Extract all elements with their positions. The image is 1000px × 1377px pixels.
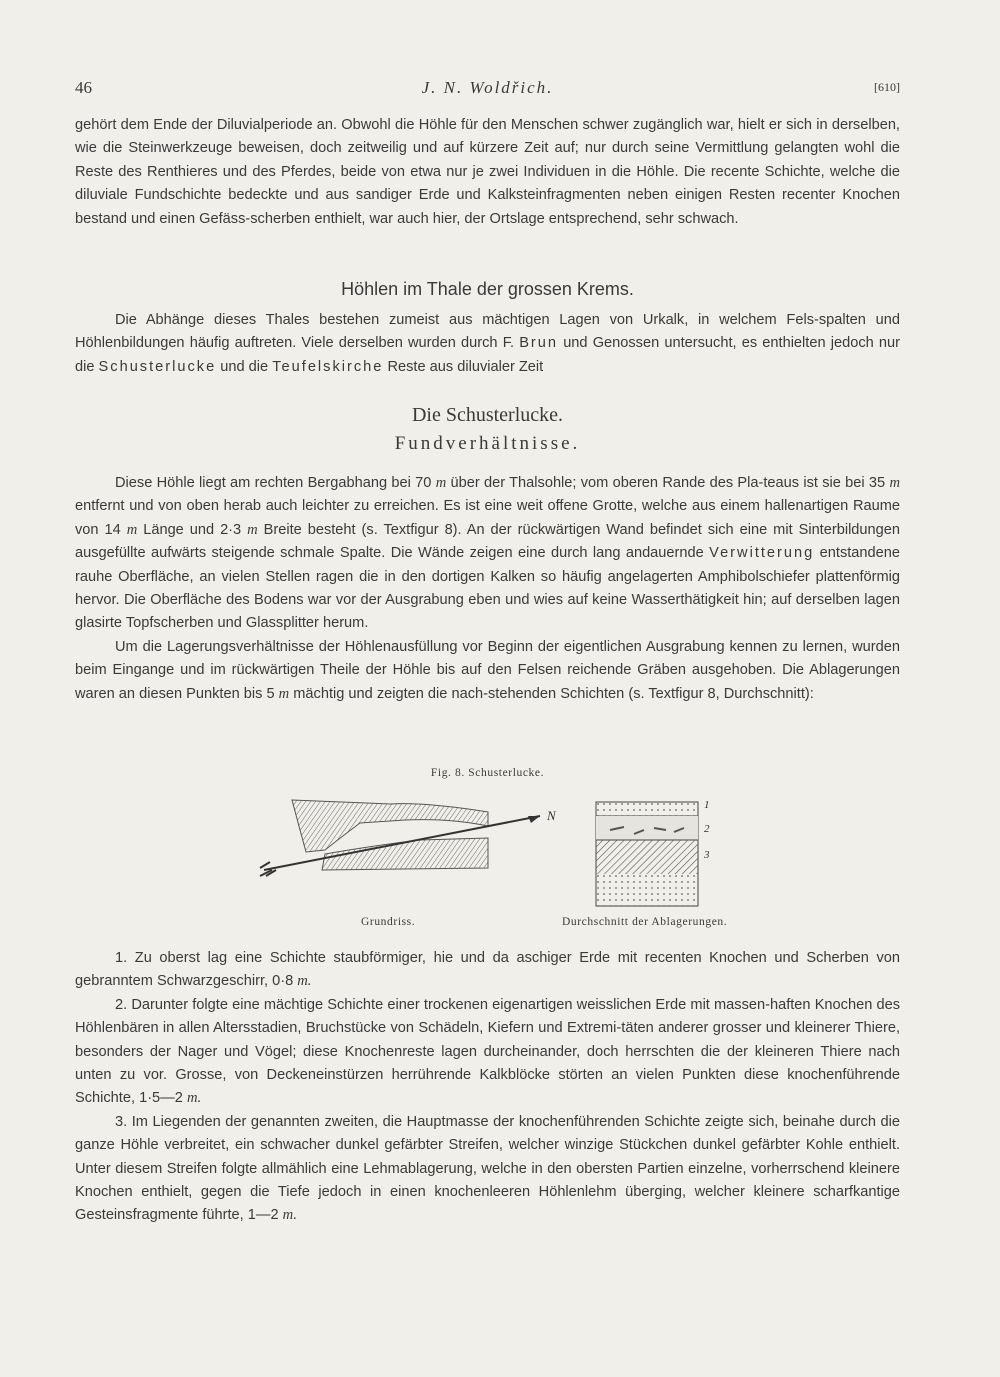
name-schusterlucke: Schusterlucke	[98, 358, 217, 375]
figure-caption: Fig. 8. Schusterlucke.	[430, 767, 545, 779]
page-number: 46	[75, 78, 92, 97]
section-drawing	[590, 796, 730, 911]
spaced-verwitterung: Verwitterung	[709, 545, 815, 562]
paragraph-1-text: gehört dem Ende der Diluvialperiode an. Obwohl die Höhle für den Menschen schwer zugänglich war, hielt er sich in derselben, wie die Steinwerkzeuge beweisen, doch zeitweilig und auf kürzere Zeit auf; nur durch seine Vermittlung gelangten wohl die Reste des Renthieres und des Pferdes, beide von etwa nur je zwei Individuen in die Höhle. Die recente Schichte, welche die diluviale Fundschichte bedeckte und aus sandiger Erde und Kalksteinfragmenten neben einigen Resten recenter Knochen bestand und einen Gefäss-scherben enthielt, war auch hier, der Ortslage entsprechend, sehr schwach.	[75, 117, 900, 227]
plan-view-drawing	[250, 790, 560, 890]
paragraph-1	[75, 114, 900, 231]
running-head: J. N. Woldřich.	[421, 78, 554, 97]
name-teufelskirche: Teufelskirche	[272, 358, 384, 375]
paragraph-2: Die Abhänge dieses Thales bestehen zumeist aus mächtigen Lagen von Urkalk, in welchem Fels-spalten und Höhlenbildungen häufig auftreten. Viele derselben wurden durch F. Brun und Genossen untersucht, es enthielten jedoch nur die Schusterlucke und die Teufelskirche Reste aus diluvialer Zeit	[75, 312, 900, 375]
paragraph-3: Diese Höhle liegt am rechten Bergabhang bei 70 m über der Thalsohle; vom oberen Rande des Pla-teaus ist sie bei 35 m entfernt und von oben herab auch leichter zu erreichen. Es ist eine weit offene Grotte, welche aus einem hallenartigen Raume von 14 m Länge und 2·3 m Breite besteht (s. Textfigur 8). An der rückwärtigen Wand befindet sich eine mit Sinterbildungen ausgefüllte aufwärts steigende schmale Spalte. Die Wände zeigen eine durch lang andauernde Verwitterung entstandene rauhe Oberfläche, an vielen Stellen ragen die in den dortigen Kalken so häufig angelagerten Amphibolschiefer plattenförmig hervor. Die Oberfläche des Bodens war vor der Ausgrabung eben und wies auf keine Wasserthätigkeit hin; auf derselben lagen glasirte Topfscherben und Glassplitter herum. Um die Lagerungsverhältnisse der Höhlenausfüllung vor Beginn der eigentlichen Ausgrabung kennen zu lernen, wurden beim Eingange und im rückwärtigen Theile der Höhle bis auf den Felsen reichende Gräben ausgehoben. Die Ablagerungen waren an diesen Punkten bis 5 m mächtig und zeigten die nach-stehenden Schichten (s. Textfigur 8, Durchschnitt):	[75, 472, 900, 706]
layer-label-3: 3	[704, 849, 710, 861]
section-heading-schusterlucke: Die Schusterlucke.	[411, 404, 564, 426]
page-header	[75, 78, 900, 102]
subheading-fundverhaeltnisse: Fundverhältnisse.	[394, 433, 581, 454]
caption-durchschnitt: Durchschnitt der Ablagerungen.	[562, 916, 728, 928]
paragraph-4: Um die Lagerungsverhältnisse der Höhlenausfüllung vor Beginn der eigentlichen Ausgrabung kennen zu lernen, wurden beim Eingange und im rückwärtigen Theile der Höhle bis auf den Felsen reichende Gräben ausgehoben. Die Ablagerungen waren an diesen Punkten bis 5 m mächtig und zeigten die nach-stehenden Schichten (s. Textfigur 8, Durchschnitt):	[75, 638, 900, 702]
layer-list	[75, 947, 900, 1228]
caption-grundriss: Grundriss.	[361, 916, 416, 928]
name-brun: Brun	[519, 335, 559, 352]
layer-item-3: 3. Im Liegenden der genannten zweiten, die Hauptmasse der knochenführenden Schichte zeigte sich, beinahe durch die ganze Höhle verbreitet, ein schwacher dunkel gefärbter Streifen, welcher winzige Stückchen dunkel gefärbter Kohle enthielt. Unter diesem Streifen folgte allmählich eine Lehmablagerung, welche in den obersten Partien einzelne, vorherrschend kleinere Knochen enthielt, gegen die Tiefe jedoch in einen knochenleeren Höhlenlehm überging, welcher kleinere scharfkantige Gesteinsfragmente führte, 1—2 m.	[75, 1113, 900, 1224]
layer-item-1: 1. Zu oberst lag eine Schichte staubförmiger, hie und da aschiger Erde mit recenten Knochen und Scherben von gebranntem Schwarzgeschirr, 0·8 m.	[75, 950, 900, 990]
north-label: N	[547, 808, 556, 823]
layer-label-1: 1	[704, 799, 710, 811]
page-reference: [610]	[874, 80, 900, 94]
layer-item-2: 2. Darunter folgte eine mächtige Schichte einer trockenen eigenartigen weisslichen Erde mit massen-haften Knochen des Höhlenbären in allen Altersstadien, Bruchstücke von Schädeln, Kiefern und Extremi-täten anderer grosser und kleinerer Thiere, besonders der Nager und Vögel; diese Knochenreste lagen durcheinander, doch herrschten die der kleineren Thiere nach unten zu vor. Grosse, von Deckeneinstürzen herrührende Kalkblöcke störten an vielen Punkten diese knochenführende Schichte, 1·5—2 m.	[75, 996, 900, 1107]
section-heading-krems: Höhlen im Thale der grossen Krems.	[341, 279, 634, 299]
layer-label-2: 2	[704, 823, 710, 835]
